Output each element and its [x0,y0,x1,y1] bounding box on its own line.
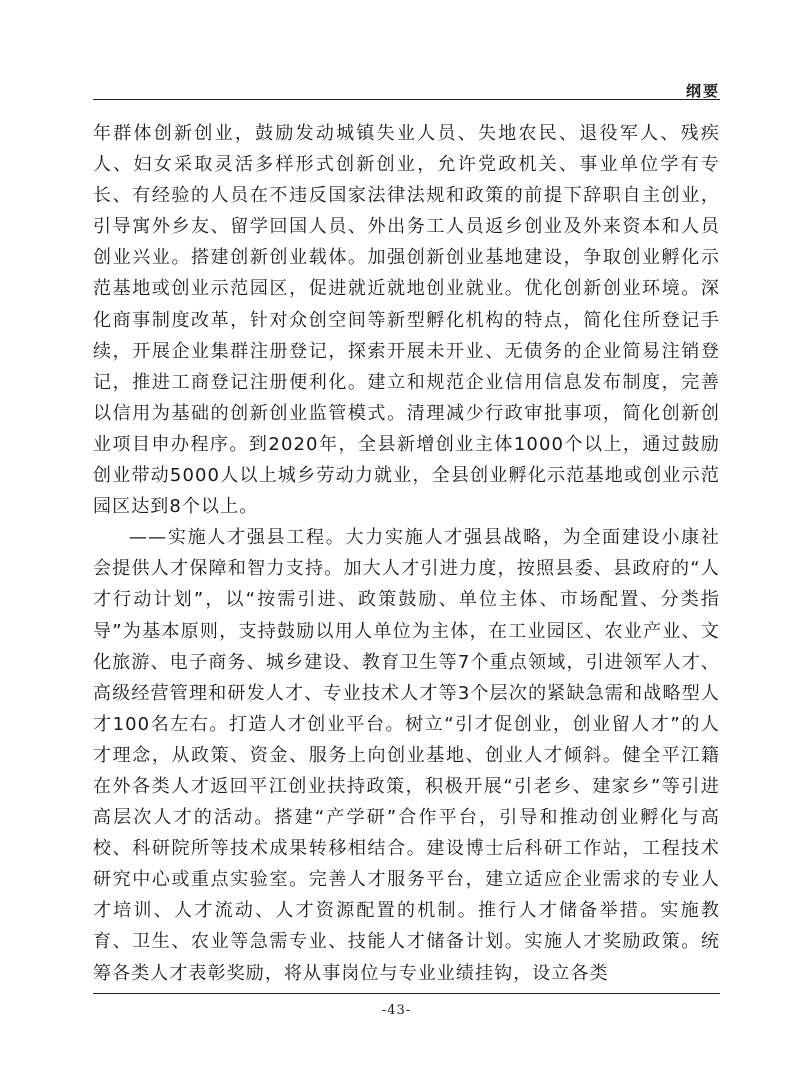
page-number: -43- [381,1003,412,1018]
running-header: 纲要 [685,82,720,100]
footer-rule [93,993,720,994]
paragraph-talent-project: ——实施人才强县工程。大力实施人才强县战略，为全面建设小康社会提供人才保障和智力支持。加大人才引进力度，按照县委、县政府的“人才行动计划”，以“按需引进、政策鼓励、单位主体、市场配置、分类指导”为基本原则，支持鼓励以用人单位为主体，在工业园区、农业产业、文化旅游、电子商务、城乡建设、教育卫生等7个重点领域，引进领军人才、高级经营管理和研发人才、专业技术人才等3个层次的紧缺急需和战略型人才100名左右。打造人才创业平台。树立“引才促创业，创业留人才”的人才理念，从政策、资金、服务上向创业基地、创业人才倾斜。健全平江籍在外各类人才返回平江创业扶持政策，积极开展“引老乡、建家乡”等引进高层次人才的活动。搭建“产学研”合作平台，引导和推动创业孵化与高校、科研院所等技术成果转移相结合。建设博士后科研工作站，工程技术研究中心或重点实验室。完善人才服务平台，建立适应企业需求的专业人才培训、人才流动、人才资源配置的机制。推行人才储备举措。实施教育、卫生、农业等急需专业、技能人才储备计划。实施人才奖励政策。统筹各类人才表彰奖励，将从事岗位与专业业绩挂钩，设立各类 [93,527,720,984]
header-rule [93,99,720,100]
document-body [93,118,720,989]
paragraph-continuation: 年群体创新创业，鼓励发动城镇失业人员、失地农民、退役军人、残疾人、妇女采取灵活多样形式创新创业，允许党政机关、事业单位学有专长、有经验的人员在不违反国家法律法规和政策的前提下辞职自主创业，引导寓外乡友、留学回国人员、外出务工人员返乡创业及外来资本和人员创业兴业。搭建创新创业载体。加强创新创业基地建设，争取创业孵化示范基地或创业示范园区，促进就近就地创业就业。优化创新创业环境。深化商事制度改革，针对众创空间等新型孵化机构的特点，简化住所登记手续，开展企业集群注册登记，探索开展未开业、无债务的企业简易注销登记，推进工商登记注册便利化。建立和规范企业信用信息发布制度，完善以信用为基础的创新创业监管模式。清理减少行政审批事项，简化创新创业项目申办程序。到2020年，全县新增创业主体1000个以上，通过鼓励创业带动5000人以上城乡劳动力就业，全县创业孵化示范基地或创业示范园区达到8个以上。 [93,123,720,518]
